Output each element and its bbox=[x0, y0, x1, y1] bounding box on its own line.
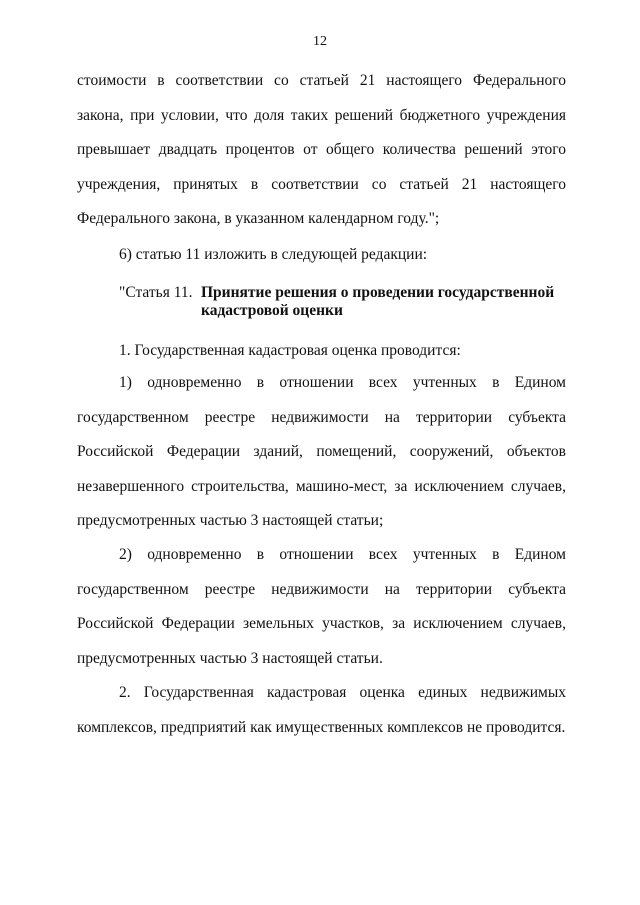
article-title: Принятие решения о проведении государственной кадастровой оценки bbox=[201, 284, 555, 319]
paragraph-text: 2. Государственная кадастровая оценка единых недвижимых комплексов, предприятий как имущественных комплексов не проводится. bbox=[77, 684, 566, 736]
paragraph-text: 1. Государственная кадастровая оценка проводится: bbox=[119, 342, 461, 359]
paragraph-text: 2) одновременно в отношении всех учтенных в Едином государственном реестре недвижимости на территории субъекта Российской Федерации земельных участков, за исключением случаев, предусмотренных частью 3 настоящей статьи. bbox=[77, 546, 566, 667]
article-heading bbox=[119, 284, 579, 320]
article-label: "Статья 11. bbox=[119, 284, 193, 301]
paragraph-item-1 bbox=[77, 366, 566, 539]
paragraph-item-2 bbox=[77, 538, 566, 676]
page-number: 12 bbox=[313, 34, 327, 49]
paragraph-text: 1) одновременно в отношении всех учтенных в Едином государственном реестре недвижимости на территории субъекта Российской Федерации зданий, помещений, сооружений, объектов незавершенного строительства, машино-мест, за исключением случаев, предусмотренных частью 3 настоящей статьи; bbox=[77, 374, 566, 529]
paragraph-part-1 bbox=[77, 334, 566, 369]
paragraph-amendment-6 bbox=[77, 238, 566, 273]
paragraph-part-2 bbox=[77, 676, 566, 745]
paragraph-continuation bbox=[77, 64, 566, 237]
paragraph-text: 6) статью 11 изложить в следующей редакции: bbox=[119, 246, 428, 263]
paragraph-text: стоимости в соответствии со статьей 21 настоящего Федерального закона, при условии, что доля таких решений бюджетного учреждения превышает двадцать процентов от общего количества решений этого учреждения, принятых в соответствии со статьей 21 настоящего Федерального закона, в указанном календарном году."; bbox=[77, 72, 566, 227]
